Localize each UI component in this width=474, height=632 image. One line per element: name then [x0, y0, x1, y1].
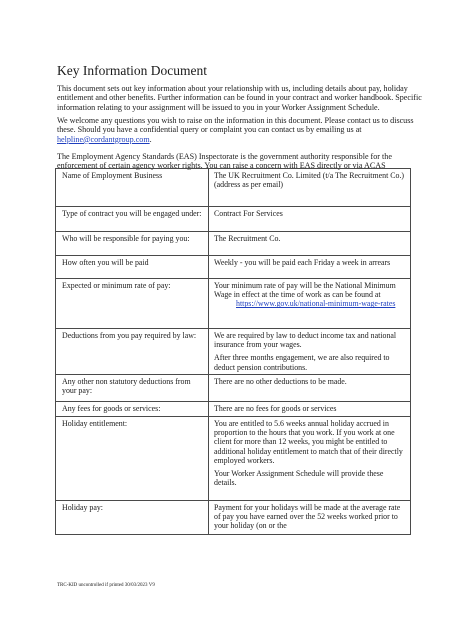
row-value-line: Your Worker Assignment Schedule will provide these details.	[214, 469, 384, 488]
row-value	[209, 279, 411, 329]
row-label: Deductions from you pay required by law:	[56, 329, 209, 375]
row-label: Any other non statutory deductions from your pay:	[56, 375, 209, 402]
row-value-line: Payment for your holidays will be made at the average rate of pay you have earned over the 52 weeks worked prior to your holiday (on or the	[214, 503, 401, 531]
row-label: Who will be responsible for paying you:	[56, 232, 209, 256]
row-label: How often you will be paid	[56, 256, 209, 279]
table-row	[56, 256, 411, 279]
row-value	[209, 169, 411, 207]
row-label: Expected or minimum rate of pay:	[56, 279, 209, 329]
row-value	[209, 207, 411, 232]
row-label: Holiday pay:	[56, 501, 209, 535]
row-value	[209, 256, 411, 279]
table-row	[56, 402, 411, 417]
table-row	[56, 375, 411, 402]
row-value	[209, 375, 411, 402]
row-label: Any fees for goods or services:	[56, 402, 209, 417]
row-label: Name of Employment Business	[56, 169, 209, 207]
table-row	[56, 169, 411, 207]
row-value-line: After three months engagement, we are also required to deduct pension contributions.	[214, 353, 390, 372]
intro-paragraph: This document sets out key information about your relationship with us, including details about pay, holiday entitlement and other benefits. Further information can be found in your contract and worker handbook. Specific information relating to your assignment will be issued to you in your Worker Assignment Schedule.	[57, 84, 422, 112]
contact-paragraph	[57, 116, 422, 144]
row-value-line: (address as per email)	[214, 180, 284, 190]
row-value	[209, 417, 411, 501]
row-value-line: Weekly - you will be paid each Friday a week in arrears	[214, 258, 391, 267]
document-footer: TRC-KID uncontrolled if printed 30/03/2023 V9	[57, 583, 155, 588]
row-value-line: You are entitled to 5.6 weeks annual holiday accrued in proportion to the hours that you work. If you work at one client for more than 12 weeks, you might be entitled to additional holiday entitlement to match that of their directly employed workers.	[214, 419, 403, 465]
contact-after: .	[149, 134, 152, 144]
row-value-line: Your minimum rate of pay will be the National Minimum Wage in effect at the time of work as can be found at	[214, 281, 396, 300]
table-row	[56, 232, 411, 256]
table-row	[56, 417, 411, 501]
row-value-line: We are required by law to deduct income tax and national insurance from your wages.	[214, 331, 397, 350]
row-value-line: The Recruitment Co.	[214, 234, 281, 243]
row-value-line: There are no fees for goods or services	[214, 404, 337, 413]
row-value	[209, 232, 411, 256]
table-row	[56, 501, 411, 535]
table-row	[56, 207, 411, 232]
row-value-line: There are no other deductions to be made.	[214, 377, 347, 386]
eas-paragraph: The Employment Agency Standards (EAS) Inspectorate is the government authority responsible for the enforcement of certain agency worker rights. You can raise a concern with EAS directly or via ACAS	[57, 152, 392, 171]
row-value-line: Contract For Services	[214, 209, 283, 218]
row-label: Holiday entitlement:	[56, 417, 209, 501]
row-label: Type of contract you will be engaged under:	[56, 207, 209, 232]
minimum-wage-rates-link[interactable]: https://www.gov.uk/national-minimum-wage-rates	[236, 299, 396, 309]
key-information-table	[55, 168, 411, 535]
row-value	[209, 501, 411, 535]
table-row	[56, 329, 411, 375]
document-title: Key Information Document	[57, 63, 207, 78]
row-value	[209, 402, 411, 417]
row-value	[209, 329, 411, 375]
table-row	[56, 279, 411, 329]
helpline-email-link[interactable]: helpline@cordantgroup.com	[57, 134, 150, 144]
row-value-line: The UK Recruitment Co. Limited (t/a The Recruitment Co.)	[214, 171, 405, 180]
contact-text: We welcome any questions you wish to raise on the information in this document. Please contact us to discuss these. Should you have a confidential query or complaint you can contact us by emailing us at	[57, 116, 414, 135]
